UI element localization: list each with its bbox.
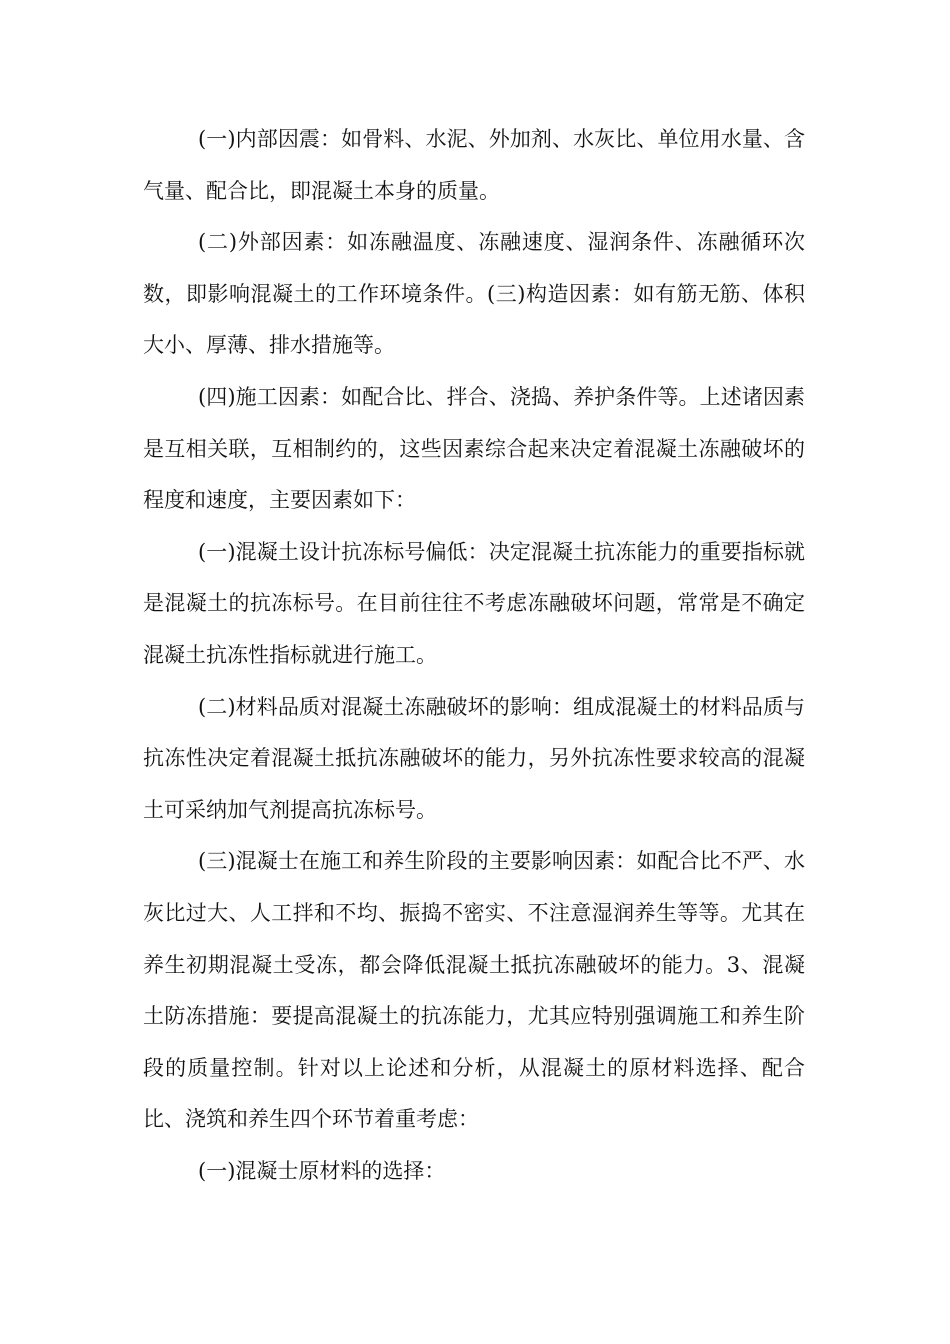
paragraph-raw-material-selection: (一)混凝士原材料的选择： bbox=[198, 1158, 446, 1183]
paragraph-design-frost-grade: (一)混凝土设计抗冻标号偏低：决定混凝土抗冻能力的重要指标就是混凝土的抗冻标号。在目前往往不考虑冻融破坏问题，常常是不确定混凝土抗冻性指标就进行施工。 bbox=[143, 539, 805, 667]
paragraph-construction-curing: (三)混凝士在施工和养生阶段的主要影响因素：如配合比不严、水灰比过大、人工拌和不均、振捣不密实、不注意湿润养生等等。尤其在养生初期混凝土受冻，都会降低混凝土抵抗冻融破坏的能力。3、混凝土防冻措施：要提高混凝土的抗冻能力，尤其应特别强调施工和养生阶段的质量控制。针对以上论述和分析，从混凝土的原材料选择、配合比、浇筑和养生四个环节着重考虑： bbox=[143, 849, 805, 1132]
paragraph-material-quality: (二)材料品质对混凝土冻融破坏的影响：组成混凝土的材料品质与抗冻性决定着混凝土抵抗冻融破坏的能力，另外抗冻性要求较高的混凝土可采纳加气剂提高抗冻标号。 bbox=[143, 694, 805, 822]
document-body bbox=[143, 114, 805, 1197]
paragraph-construction-factors: (四)施工因素：如配合比、拌合、浇捣、养护条件等。上述诸因素是互相关联，互相制约的，这些因素综合起来决定着混凝土冻融破坏的程度和速度，主要因素如下： bbox=[143, 384, 805, 513]
paragraph-external-factors: (二)外部因素：如冻融温度、冻融速度、湿润条件、冻融循环次数，即影响混凝土的工作环境条件。(三)构造因素：如有筋无筋、体积大小、厚薄、排水措施等。 bbox=[143, 230, 805, 358]
paragraph-internal-factors: (一)内部因震：如骨料、水泥、外加剂、水灰比、单位用水量、含气量、配合比，即混凝土本身的质量。 bbox=[143, 127, 805, 203]
